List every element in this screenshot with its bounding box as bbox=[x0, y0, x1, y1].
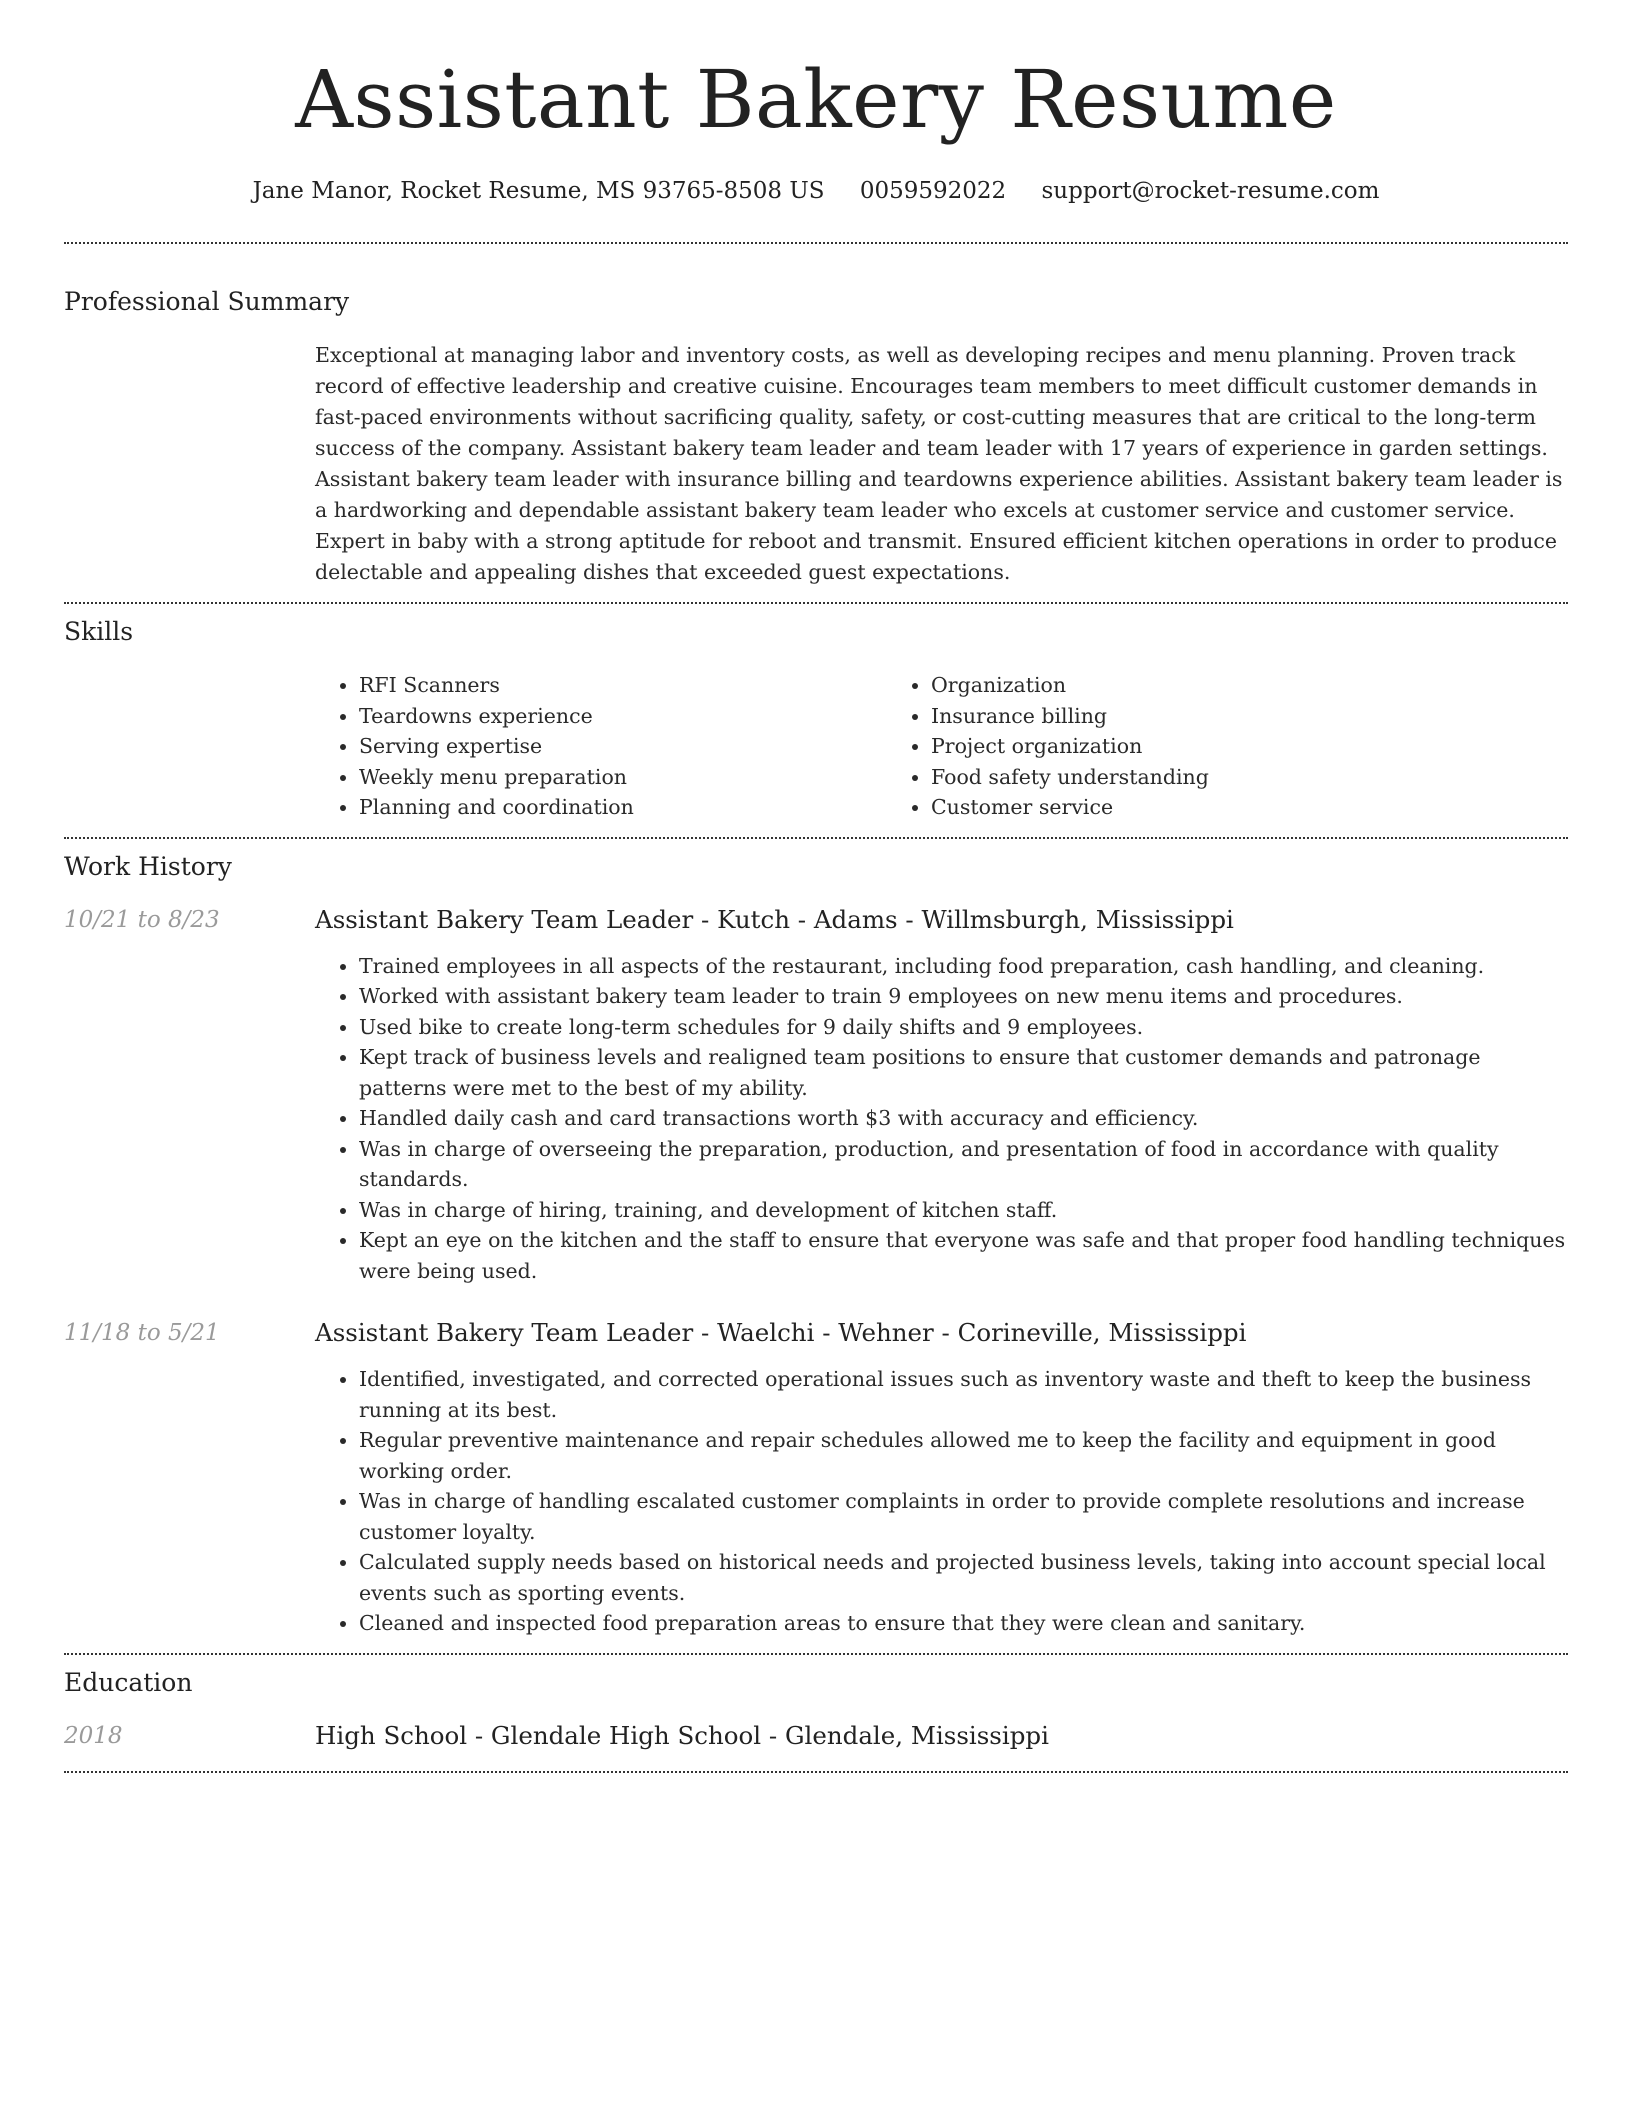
contact-line bbox=[64, 176, 1568, 206]
education-title: High School - Glendale High School - Glendale, Mississippi bbox=[315, 1720, 1049, 1750]
skill-item: • Serving expertise bbox=[359, 731, 887, 762]
job-bullets bbox=[315, 1364, 1568, 1639]
education-section bbox=[64, 1667, 1568, 1753]
skill-item: • Food safety understanding bbox=[931, 762, 1459, 793]
job-bullets bbox=[315, 951, 1568, 1287]
contact-address: Jane Manor, Rocket Resume, MS 93765-8508 US bbox=[252, 178, 825, 204]
skill-item: • Customer service bbox=[931, 792, 1459, 823]
job-bullet: • Worked with assistant bakery team leader to train 9 employees on new menu items and procedures. bbox=[359, 981, 1568, 1012]
skill-item: • Teardowns experience bbox=[359, 701, 887, 732]
skills-section bbox=[64, 616, 1568, 823]
skill-item: • RFI Scanners bbox=[359, 670, 887, 701]
skill-item: • Weekly menu preparation bbox=[359, 762, 887, 793]
job-body bbox=[315, 903, 1568, 1287]
education-heading: Education bbox=[64, 1667, 193, 1697]
section-divider bbox=[64, 602, 1568, 604]
job-bullet: • Cleaned and inspected food preparation areas to ensure that they were clean and sanitary. bbox=[359, 1608, 1568, 1639]
education-entry bbox=[64, 1719, 1568, 1753]
job-bullet: • Handled daily cash and card transactions worth $3 with accuracy and efficiency. bbox=[359, 1103, 1568, 1134]
job-bullet: • Regular preventive maintenance and repair schedules allowed me to keep the facility and equipment in good working order. bbox=[359, 1425, 1568, 1486]
job-bullet: • Was in charge of hiring, training, and development of kitchen staff. bbox=[359, 1195, 1568, 1226]
skills-heading: Skills bbox=[64, 617, 134, 646]
education-body bbox=[315, 1719, 1568, 1753]
job-bullet: • Used bike to create long-term schedules for 9 daily shifts and 9 employees. bbox=[359, 1012, 1568, 1043]
job-bullet: • Was in charge of handling escalated customer complaints in order to provide complete resolutions and increase customer loyalty. bbox=[359, 1486, 1568, 1547]
skills-list-right bbox=[887, 670, 1459, 823]
job-title: Assistant Bakery Team Leader - Waelchi - Wehner - Corineville, Mississippi bbox=[315, 1318, 1247, 1347]
section-divider bbox=[64, 1653, 1568, 1655]
resume-title: Assistant Bakery Resume bbox=[295, 53, 1337, 146]
education-year: 2018 bbox=[64, 1722, 123, 1749]
job-bullet: • Kept an eye on the kitchen and the staff to ensure that everyone was safe and that proper food handling techniques were being used. bbox=[359, 1225, 1568, 1286]
summary-heading: Professional Summary bbox=[64, 287, 350, 316]
section-divider bbox=[64, 837, 1568, 839]
section-divider bbox=[64, 1771, 1568, 1773]
skill-item: • Organization bbox=[931, 670, 1459, 701]
skills-list-left bbox=[315, 670, 887, 823]
job-dates: 11/18 to 5/21 bbox=[64, 1320, 220, 1346]
skill-item: • Planning and coordination bbox=[359, 792, 887, 823]
job-entry bbox=[64, 1316, 1568, 1639]
job-title: Assistant Bakery Team Leader - Kutch - Adams - Willmsburgh, Mississippi bbox=[315, 904, 1234, 934]
summary-section bbox=[64, 286, 1568, 588]
job-bullet: • Kept track of business levels and realigned team positions to ensure that customer demands and patronage patterns were met to the best of my ability. bbox=[359, 1042, 1568, 1103]
contact-email: support@rocket-resume.com bbox=[1041, 178, 1380, 204]
work-history-heading: Work History bbox=[64, 851, 232, 881]
summary-text: Exceptional at managing labor and inventory costs, as well as developing recipes and menu planning. Proven track record of effective leadership and creative cuisine. Encourages team members to meet difficult customer demands in fast-paced environments without sacrificing quality, safety, or cost-cutting measures that are critical to the long-term success of the company. Assistant bakery team leader and team leader with 17 years of experience in garden settings. Assistant bakery team leader with insurance billing and teardowns experience abilities. Assistant bakery team leader is a hardworking and dependable assistant bakery team leader who excels at customer service and customer service. Expert in baby with a strong aptitude for reboot and transmit. Ensured efficient kitchen operations in order to produce delectable and appealing dishes that exceeded guest expectations. bbox=[315, 343, 1563, 584]
work-history-section bbox=[64, 851, 1568, 1639]
job-body bbox=[315, 1316, 1568, 1639]
job-bullet: • Calculated supply needs based on historical needs and projected business levels, taking into account special local events such as sporting events. bbox=[359, 1547, 1568, 1608]
job-entry bbox=[64, 903, 1568, 1287]
job-bullet: • Identified, investigated, and corrected operational issues such as inventory waste and theft to keep the business running at its best. bbox=[359, 1364, 1568, 1425]
skill-item: • Insurance billing bbox=[931, 701, 1459, 732]
job-dates: 10/21 to 8/23 bbox=[64, 906, 220, 933]
job-bullet: • Was in charge of overseeing the preparation, production, and presentation of food in accordance with quality standards. bbox=[359, 1134, 1568, 1195]
job-bullet: • Trained employees in all aspects of the restaurant, including food preparation, cash handling, and cleaning. bbox=[359, 951, 1568, 982]
skills-grid bbox=[315, 670, 1568, 823]
section-divider bbox=[64, 242, 1568, 244]
contact-phone: 0059592022 bbox=[859, 178, 1007, 204]
skill-item: • Project organization bbox=[931, 731, 1459, 762]
